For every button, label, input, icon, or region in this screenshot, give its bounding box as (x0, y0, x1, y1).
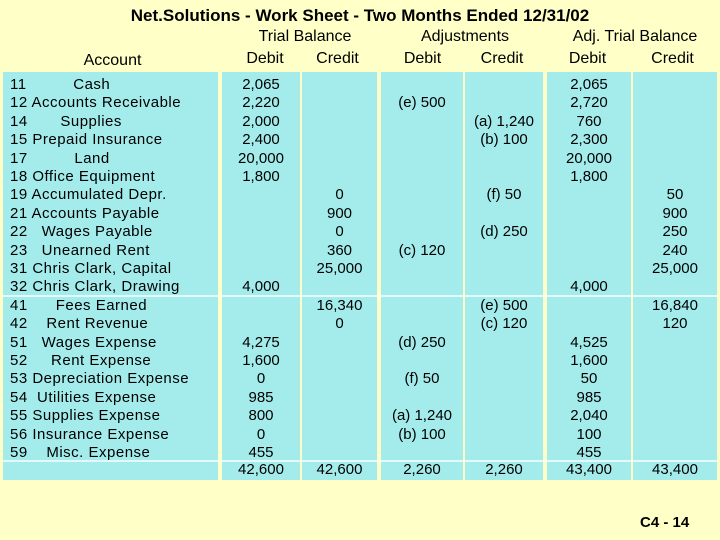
total-adj-credit: 2,260 (485, 461, 523, 478)
cell-atb-debit: 760 (576, 112, 602, 130)
header-account: Account (83, 52, 142, 69)
header-atb-debit: Debit (568, 50, 607, 67)
cell-atb-debit: 100 (576, 425, 602, 443)
cell-atb-credit: 16,840 (652, 296, 698, 314)
cell-atb-debit: 1,600 (570, 352, 608, 369)
header-tb-credit: Credit (316, 50, 359, 67)
cell-adj-debit: (e) 500 (398, 94, 446, 112)
cell-tb-debit: 1,600 (242, 352, 280, 369)
cell-tb-debit: 1,800 (242, 168, 280, 185)
cell-tb-credit: 900 (326, 204, 353, 222)
cell-atb-credit: 900 (662, 204, 688, 222)
account-name: 32 Chris Clark, Drawing (10, 278, 180, 296)
cell-atb-debit: 20,000 (566, 149, 612, 167)
account-name: 18 Office Equipment (10, 168, 156, 185)
cell-atb-debit: 2,300 (570, 131, 608, 149)
cell-adj-credit: (d) 250 (480, 223, 528, 241)
account-name: 53 Depreciation Expense (10, 370, 190, 388)
account-name: 14 Supplies (10, 112, 122, 130)
cell-tb-credit: 16,340 (316, 296, 363, 314)
account-name: 11 Cash (10, 76, 111, 93)
total-adj-debit: 2,260 (403, 461, 441, 478)
cell-adj-debit: (f) 50 (404, 370, 440, 388)
cell-adj-credit: (c) 120 (480, 315, 528, 333)
cell-tb-credit: 360 (326, 241, 353, 259)
cell-tb-debit: 20,000 (238, 149, 284, 167)
cell-atb-credit: 50 (666, 186, 684, 204)
cell-tb-debit: 4,000 (242, 278, 280, 296)
cell-atb-credit: 250 (662, 223, 688, 241)
cell-atb-debit: 4,000 (570, 278, 608, 296)
cell-atb-debit: 1,800 (570, 168, 608, 185)
cell-adj-debit: (d) 250 (398, 333, 446, 351)
cell-atb-debit: 455 (576, 444, 602, 461)
cell-atb-debit: 2,040 (570, 407, 608, 425)
cell-adj-credit: (a) 1,240 (473, 112, 535, 130)
account-name: 41 Fees Earned (10, 296, 148, 314)
total-atb-debit: 43,400 (566, 461, 612, 478)
cell-tb-credit: 25,000 (316, 260, 363, 277)
account-name: 17 Land (10, 149, 110, 167)
cell-tb-debit: 2,065 (242, 76, 280, 93)
cell-tb-credit: 0 (335, 315, 344, 333)
account-name: 51 Wages Expense (10, 333, 157, 351)
total-tb-debit: 42,600 (238, 461, 284, 478)
cell-tb-debit: 2,400 (242, 131, 280, 149)
cell-tb-debit: 455 (248, 444, 274, 461)
cell-tb-debit: 0 (256, 370, 266, 388)
cell-atb-debit: 2,065 (570, 76, 608, 93)
cell-atb-credit: 120 (662, 315, 688, 333)
account-name: 12 Accounts Receivable (10, 94, 182, 112)
account-name: 54 Utilities Expense (10, 388, 157, 406)
total-tb-credit: 42,600 (316, 461, 363, 478)
header-adj-debit: Debit (403, 50, 442, 67)
cell-atb-credit: 240 (662, 241, 688, 259)
cell-tb-debit: 2,220 (242, 94, 280, 112)
cell-adj-debit: (c) 120 (398, 241, 446, 259)
header-trial-balance: Trial Balance (258, 28, 352, 45)
cell-atb-debit: 2,720 (570, 94, 608, 112)
account-name: 42 Rent Revenue (10, 315, 149, 333)
total-atb-credit: 43,400 (652, 461, 698, 478)
cell-tb-debit: 985 (248, 388, 274, 406)
header-adj-trial-balance: Adj. Trial Balance (572, 28, 698, 45)
account-name: 21 Accounts Payable (10, 204, 160, 222)
cell-atb-debit: 50 (580, 370, 598, 388)
account-name: 59 Misc. Expense (10, 444, 151, 461)
cell-tb-debit: 0 (256, 425, 266, 443)
account-name: 23 Unearned Rent (10, 241, 150, 259)
header-adjustments: Adjustments (420, 28, 510, 45)
account-name: 52 Rent Expense (10, 352, 152, 369)
cell-tb-debit: 2,000 (242, 112, 280, 130)
cell-adj-credit: (f) 50 (486, 186, 522, 204)
cell-adj-debit: (b) 100 (398, 425, 446, 443)
cell-tb-debit: 4,275 (242, 333, 280, 351)
cell-tb-debit: 800 (248, 407, 274, 425)
account-name: 31 Chris Clark, Capital (10, 260, 172, 277)
header-adj-credit: Credit (480, 50, 524, 67)
cell-atb-credit: 25,000 (652, 260, 698, 277)
header-atb-credit: Credit (651, 50, 694, 67)
account-name: 22 Wages Payable (10, 223, 153, 241)
cell-adj-debit: (a) 1,240 (391, 407, 453, 425)
cell-atb-debit: 985 (576, 388, 602, 406)
cell-tb-credit: 0 (335, 186, 344, 204)
account-name: 55 Supplies Expense (10, 407, 161, 425)
slide-number: C4 - 14 (640, 514, 690, 531)
account-name: 19 Accumulated Depr. (10, 186, 167, 204)
cell-adj-credit: (e) 500 (480, 296, 528, 314)
cell-adj-credit: (b) 100 (480, 131, 528, 149)
cell-tb-credit: 0 (335, 223, 344, 241)
account-name: 56 Insurance Expense (10, 425, 170, 443)
account-name: 15 Prepaid Insurance (10, 131, 163, 149)
worksheet-title: Net.Solutions - Work Sheet - Two Months Ended 12/31/02 (130, 6, 590, 25)
header-tb-debit: Debit (246, 50, 284, 67)
cell-atb-debit: 4,525 (570, 333, 608, 351)
